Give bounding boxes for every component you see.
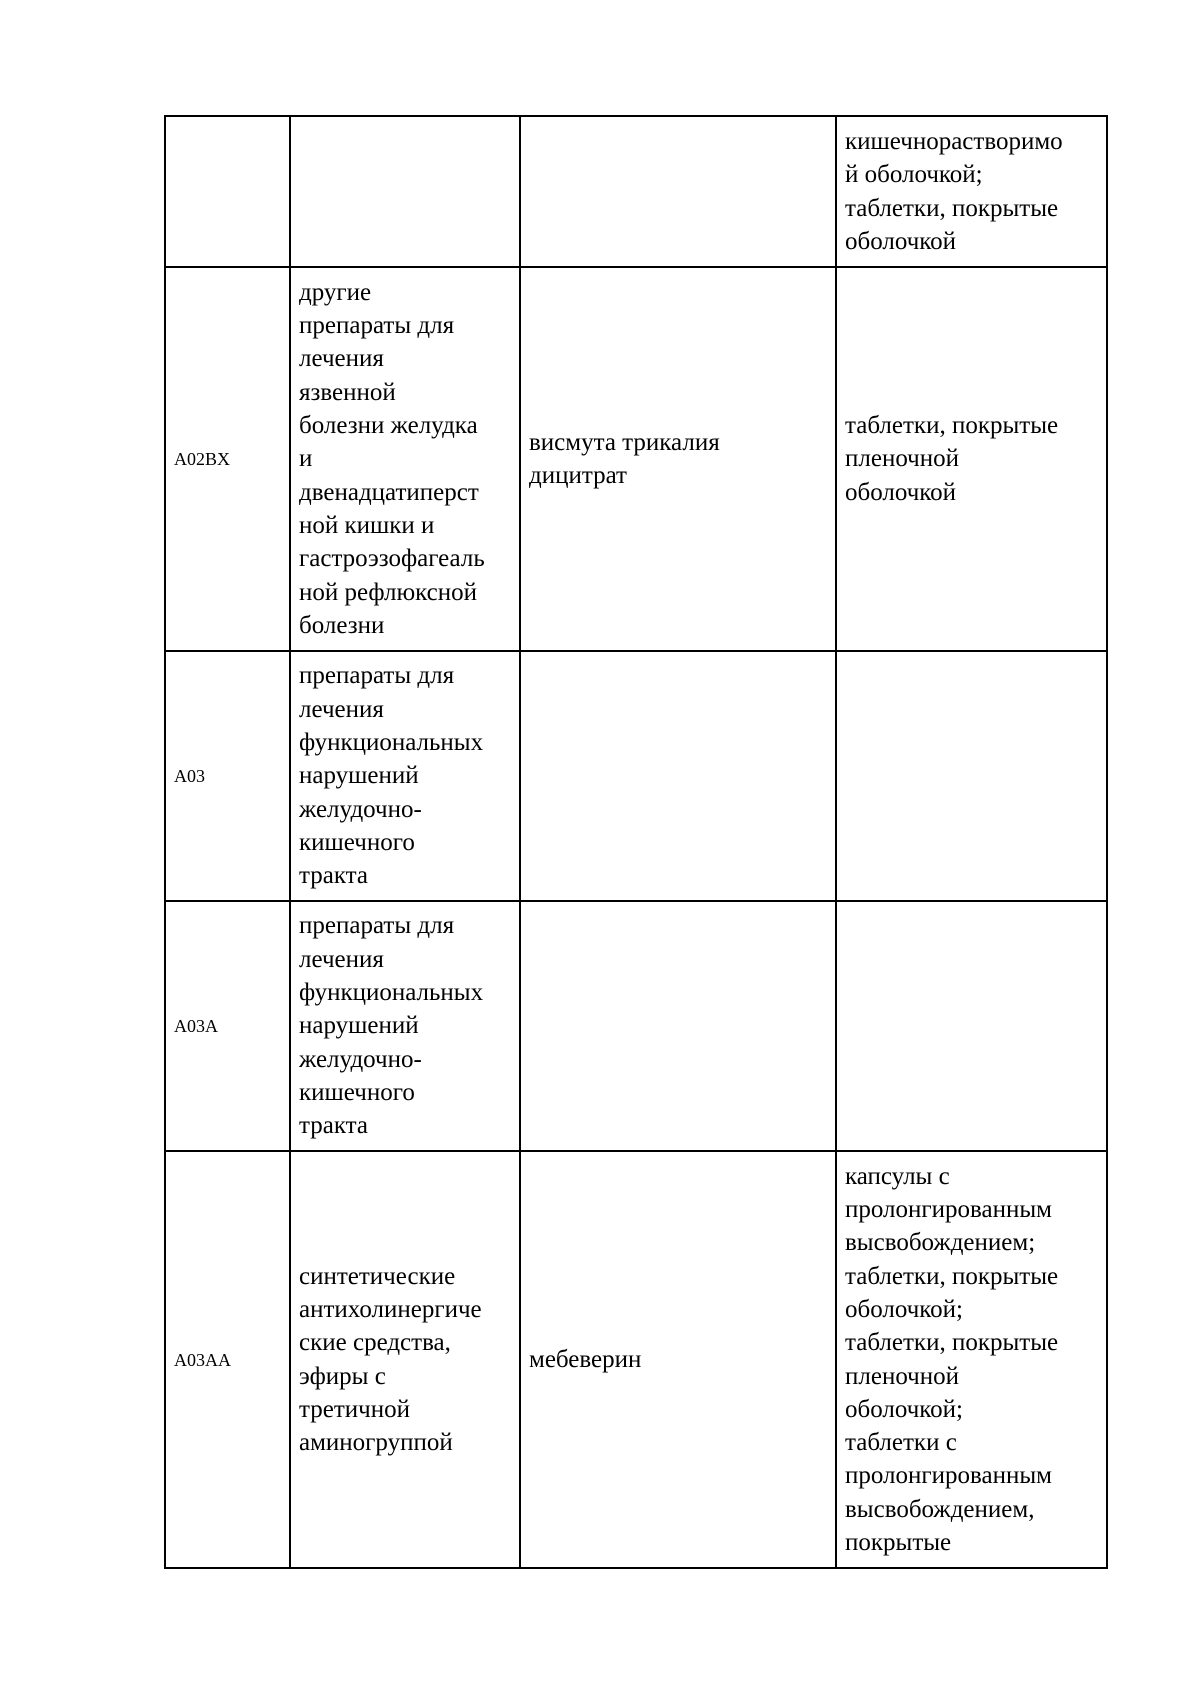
dosage-forms-cell (836, 901, 1107, 1151)
cell-text-line: покрытые (845, 1528, 952, 1556)
dosage-forms-cell (836, 1151, 1107, 1568)
cell-text-line: капсулы с (845, 1162, 950, 1190)
cell-text-line: антихолинергиче (299, 1295, 482, 1323)
cell-text-line: пролонгированным (845, 1462, 1052, 1490)
dosage-forms-cell (836, 651, 1107, 901)
cell-text-line: таблетки, покрытые (845, 1262, 1059, 1290)
cell-text-line: препараты для (299, 312, 455, 340)
table-row (165, 901, 1107, 1151)
substance-cell (520, 267, 836, 651)
group-cell (290, 651, 520, 901)
table-row (165, 1151, 1107, 1568)
cell-text-line: болезни желудка (299, 412, 478, 440)
cell-text-line: функциональных (299, 979, 484, 1007)
substance-cell (520, 116, 836, 267)
cell-text-line: болезни (299, 611, 385, 639)
cell-text-line: лечения (299, 695, 384, 723)
cell-text-line: кишечнорастворимо (845, 127, 1063, 155)
cell-text-line: и (299, 445, 313, 473)
cell-text-line: тракта (299, 862, 368, 890)
cell-text-line: высвобождением; (845, 1229, 1036, 1257)
cell-text-line: высвобождением, (845, 1495, 1035, 1523)
cell-text-line: дицитрат (529, 462, 627, 489)
atc-code-cell: A03AA (165, 1151, 290, 1568)
cell-text-line: ной кишки и (299, 511, 435, 539)
cell-text-line: пленочной (845, 1362, 960, 1390)
cell-text-line: желудочно- (299, 795, 422, 823)
atc-code-cell: A03A (165, 901, 290, 1151)
group-cell (290, 1151, 520, 1568)
cell-text-line: оболочкой; (845, 1295, 963, 1323)
group-cell (290, 267, 520, 651)
cell-text-line: ские средства, (299, 1329, 451, 1357)
cell-text-line: желудочно- (299, 1045, 422, 1073)
group-cell (290, 116, 520, 267)
cell-text-line: язвенной (299, 378, 396, 406)
cell-text-line: тракта (299, 1112, 368, 1140)
cell-text-line: пролонгированным (845, 1196, 1052, 1224)
cell-text-line: кишечного (299, 828, 415, 856)
cell-text-line: висмута трикалия (529, 428, 720, 456)
cell-text-line: оболочкой; (845, 1395, 963, 1423)
table-row (165, 267, 1107, 651)
dosage-forms-cell (836, 116, 1107, 267)
cell-text-line: таблетки, покрытые (845, 1329, 1059, 1357)
cell-text-line: другие (299, 278, 372, 306)
cell-text-line: нарушений (299, 762, 419, 790)
substance-cell (520, 651, 836, 901)
atc-code-cell: A02BX (165, 267, 290, 651)
cell-text-line: лечения (299, 345, 384, 373)
table-row (165, 651, 1107, 901)
cell-text-line: третичной (299, 1395, 410, 1423)
cell-text-line: лечения (299, 945, 384, 973)
table-row (165, 116, 1107, 267)
cell-text-line: пленочной (845, 445, 960, 473)
substance-cell (520, 1151, 836, 1568)
drug-classification-table (164, 115, 1108, 1569)
group-cell (290, 901, 520, 1151)
cell-text-line: нарушений (299, 1012, 419, 1040)
cell-text-line: мебеверин (529, 1345, 642, 1373)
cell-text-line: синтетические (299, 1262, 456, 1290)
cell-text-line: препараты для (299, 912, 455, 940)
cell-text-line: препараты для (299, 662, 455, 690)
cell-text-line: эфиры с (299, 1362, 386, 1390)
cell-text-line: гастроэзофагеаль (299, 545, 485, 573)
cell-text-line: функциональных (299, 729, 484, 757)
cell-text-line: таблетки с (845, 1429, 957, 1457)
atc-code-cell: A03 (165, 651, 290, 901)
substance-cell (520, 901, 836, 1151)
cell-text-line: й оболочкой; (845, 161, 983, 189)
cell-text-line: таблетки, покрытые (845, 194, 1059, 222)
cell-text-line: оболочкой (845, 478, 957, 506)
cell-text-line: ной рефлюксной (299, 578, 478, 606)
cell-text-line: оболочкой (845, 227, 957, 255)
cell-text-line: двенадцатиперст (299, 478, 479, 506)
dosage-forms-cell (836, 267, 1107, 651)
cell-text-line: кишечного (299, 1078, 415, 1106)
cell-text-line: аминогруппой (299, 1429, 453, 1457)
cell-text-line: таблетки, покрытые (845, 412, 1059, 440)
atc-code-cell (165, 116, 290, 267)
